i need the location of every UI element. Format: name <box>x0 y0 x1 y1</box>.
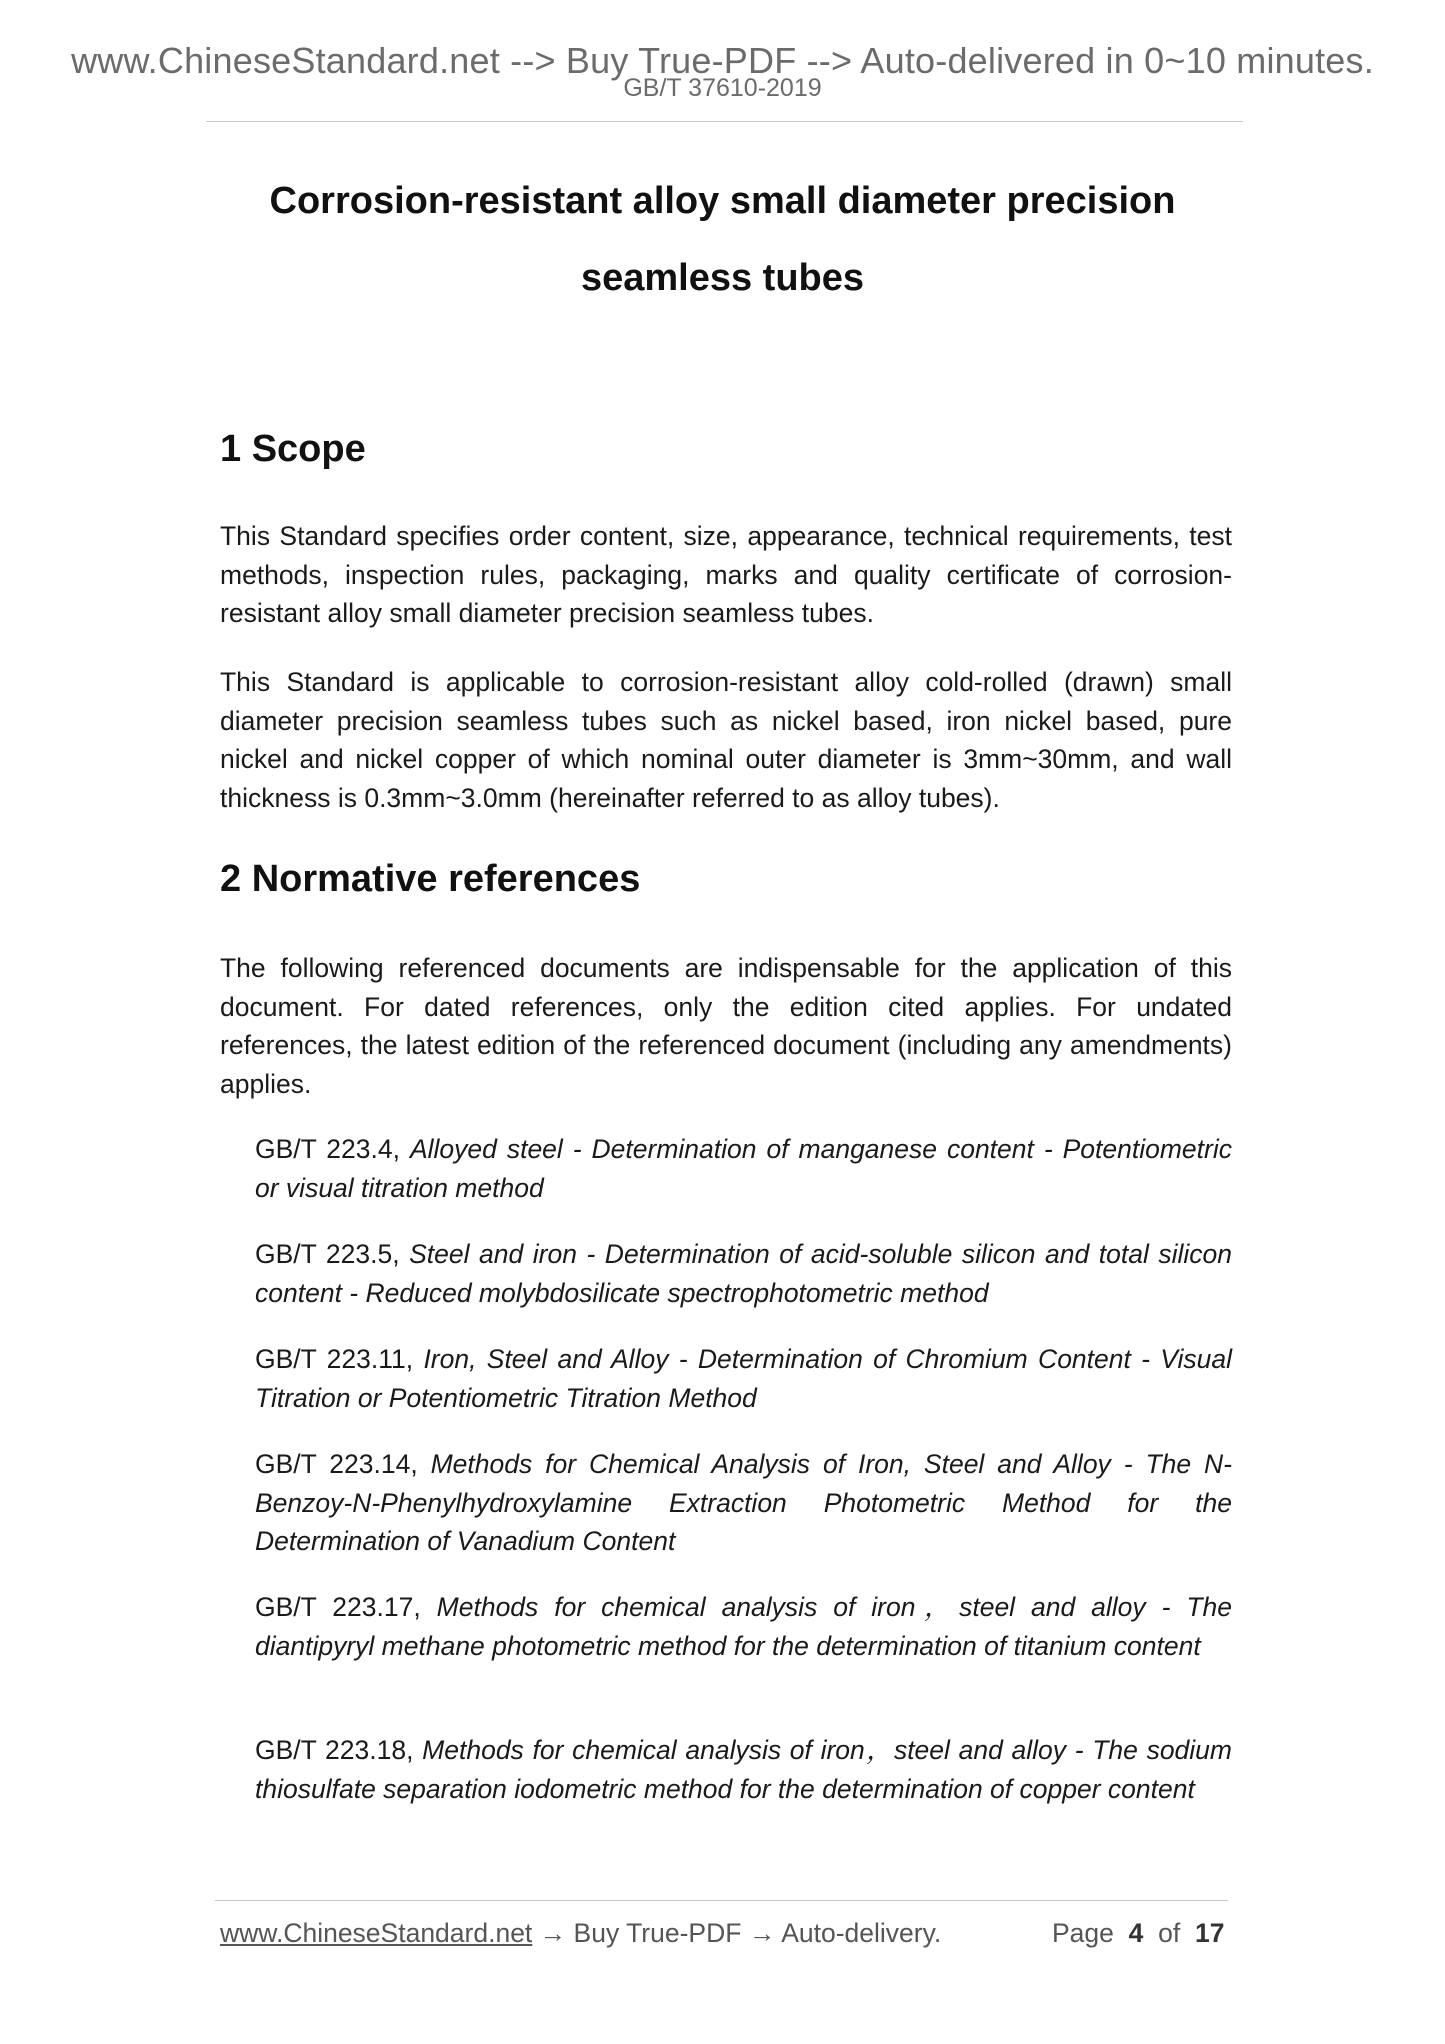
section-1-heading: 1 Scope <box>220 428 366 470</box>
reference-code: GB/T 223.17, <box>255 1592 421 1622</box>
reference-item <box>255 1731 1232 1808</box>
reference-item <box>255 1588 1232 1665</box>
document-title <box>220 163 1225 317</box>
page-indicator <box>1052 1918 1224 1949</box>
section-2-intro: The following referenced documents are indispensable for the application of this document. For dated references, only the edition cited applies. For undated references, the latest edition of the referenced document (including any amendments) applies. <box>220 953 1232 1099</box>
reference-code: GB/T 223.4, <box>255 1134 400 1164</box>
footer-links <box>220 1918 941 1949</box>
footer-site-link[interactable]: www.ChineseStandard.net <box>220 1918 533 1948</box>
arrow-right-icon: → <box>539 1918 567 1948</box>
footer-buy-text: Buy True-PDF <box>573 1918 742 1948</box>
reference-title: Alloyed steel - Determination of manganese content - Potentiometric or visual titration method <box>255 1134 1232 1203</box>
reference-title: Methods for chemical analysis of iron，steel and alloy - The diantipyryl methane photometric method for the determination of titanium content <box>255 1592 1232 1661</box>
page-of-label: of <box>1158 1918 1181 1948</box>
arrow-right-icon: → <box>748 1918 776 1948</box>
reference-title: Steel and iron - Determination of acid-soluble silicon and total silicon content - Reduced molybdosilicate spectrophotometric method <box>255 1239 1232 1308</box>
reference-item <box>255 1445 1232 1561</box>
reference-item <box>255 1130 1232 1207</box>
reference-code: GB/T 223.11, <box>255 1344 414 1374</box>
section-2-heading: 2 Normative references <box>220 858 641 900</box>
footer-divider <box>215 1900 1228 1901</box>
footer-delivery-text: Auto-delivery. <box>781 1918 942 1948</box>
document-title-line-1: Corrosion-resistant alloy small diameter precision <box>269 180 1176 222</box>
reference-title: Methods for chemical analysis of iron，steel and alloy - The sodium thiosulfate separation iodometric method for the determination of copper content <box>255 1735 1232 1804</box>
reference-item <box>255 1340 1232 1417</box>
header-banner[interactable]: www.ChineseStandard.net --> Buy True-PDF --> Auto-delivered in 0~10 minutes. <box>71 40 1374 81</box>
standard-code: GB/T 37610-2019 <box>623 74 822 102</box>
reference-title: Methods for Chemical Analysis of Iron, Steel and Alloy - The N-Benzoy-N-Phenylhydroxylamine Extraction Photometric Method for the Determination of Vanadium Content <box>255 1449 1232 1556</box>
page-number: 4 <box>1128 1918 1144 1948</box>
reference-item <box>255 1235 1232 1312</box>
page-total: 17 <box>1194 1918 1225 1948</box>
reference-code: GB/T 223.18, <box>255 1735 414 1765</box>
document-title-line-2: seamless tubes <box>580 257 865 299</box>
section-1-paragraph-2: This Standard is applicable to corrosion-resistant alloy cold-rolled (drawn) small diameter precision seamless tubes such as nickel based, iron nickel based, pure nickel and nickel copper of which nominal outer diameter is 3mm~30mm, and wall thickness is 0.3mm~3.0mm (hereinafter referred to as alloy tubes). <box>220 667 1232 813</box>
header-divider <box>206 121 1243 122</box>
page-label: Page <box>1052 1918 1114 1948</box>
reference-code: GB/T 223.14, <box>255 1449 418 1479</box>
section-1-paragraph-1: This Standard specifies order content, size, appearance, technical requirements, test methods, inspection rules, packaging, marks and quality certificate of corrosion-resistant alloy small diameter precision seamless tubes. <box>220 521 1232 628</box>
reference-title: Iron, Steel and Alloy - Determination of Chromium Content - Visual Titration or Potentiometric Titration Method <box>255 1344 1233 1413</box>
reference-code: GB/T 223.5, <box>255 1239 400 1269</box>
